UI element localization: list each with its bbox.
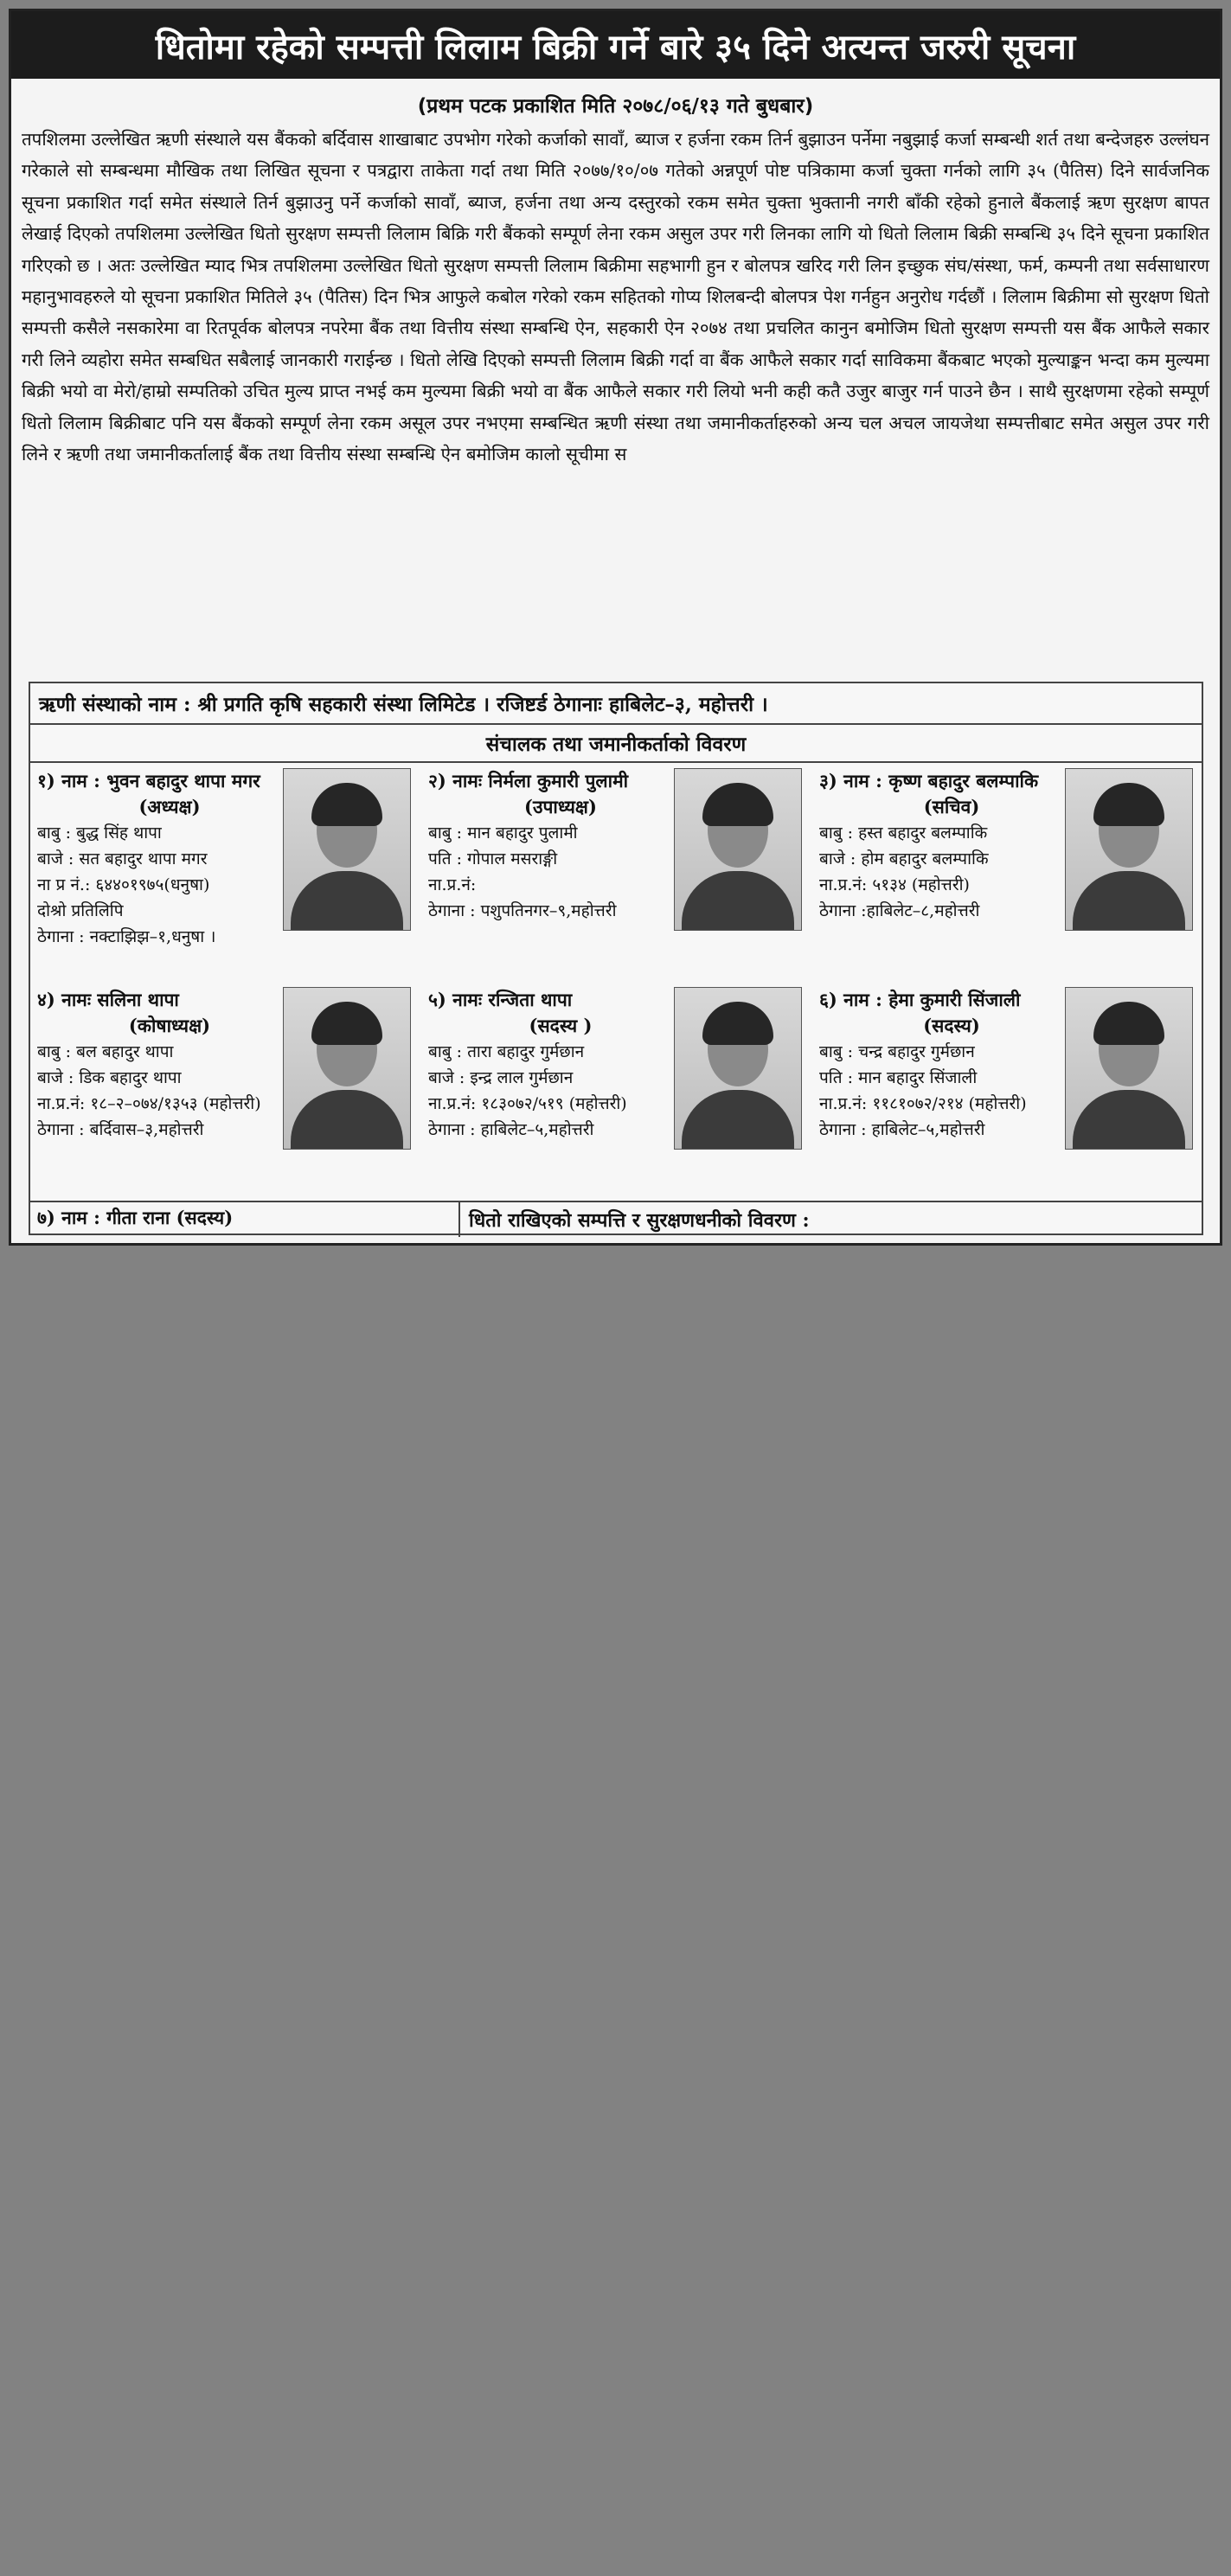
auction-notice xyxy=(9,9,1222,1246)
borrower-line: ऋणी संस्थाको नाम : श्री प्रगति कृषि सहकारी संस्था लिमिटेड । रजिष्टर्ड ठेगानाः हाबिलेट–३, महोत्तरी । xyxy=(30,683,1202,725)
person-detail: ठेगाना : हाबिलेट–५,महोत्तरी xyxy=(819,1120,985,1139)
person-detail: बाबु : तारा बहादुर गुर्मछान xyxy=(428,1042,585,1061)
person-detail: ठेगाना :हाबिलेट–८,महोत्तरी xyxy=(819,901,980,920)
person-photo xyxy=(283,987,411,1150)
person-role: (उपाध्यक्ष) xyxy=(524,796,597,817)
person-detail: बाजे : होम बहादुर बलम्पाकि xyxy=(819,849,989,868)
notice-title: धितोमा रहेको सम्पत्ती लिलाम बिक्री गर्ने बारे ३५ दिने अत्यन्त जरुरी सूचना xyxy=(11,11,1220,79)
person-detail: ठेगाना : बर्दिवास–३,महोत्तरी xyxy=(37,1120,204,1139)
person-name: २) नामः निर्मला कुमारी पुलामी xyxy=(428,770,629,791)
person-role: (कोषाध्यक्ष) xyxy=(128,1015,211,1036)
person-detail: ठेगाना : पशुपतिनगर–९,महोत्तरी xyxy=(428,901,617,920)
person-role: (अध्यक्ष) xyxy=(138,796,201,817)
person-card xyxy=(812,763,1203,998)
person-detail: बाबु : बल बहादुर थापा xyxy=(37,1042,174,1061)
person-role: (सचिव) xyxy=(923,796,980,817)
person-detail: ना.प्र.नं: १८३०७२/५१९ (महोत्तरी) xyxy=(428,1094,627,1113)
person-7-name: ७) नाम : गीता राना (सदस्य) xyxy=(37,1207,234,1228)
notice-subtitle: (प्रथम पटक प्रकाशित मिति २०७८/०६/१३ गते बुधबार) xyxy=(417,95,814,118)
person-detail: बाबु : चन्द्र बहादुर गुर्मछान xyxy=(819,1042,975,1061)
notice-body: तपशिलमा उल्लेखित ऋणी संस्थाले यस बैंकको बर्दिवास शाखाबाट उपभोग गरेको कर्जाको सावाँ, ब्याज र हर्जना रकम तिर्न बुझाउन पर्नेमा नबुझाई कर्जा सम्बन्धी शर्त तथा बन्देजहरु उल्लंघन गरेकाले सो सम्बन्धमा मौखिक तथा लिखित सूचना र पत्रद्वारा ताकेता गर्दा तथा मिति २०७७/१०/०७ गतेको अन्नपूर्ण पोष्ट पत्रिकामा कर्जा चुक्ता गर्नको लागि ३५ (पैतिस) दिने सार्वजनिक सूचना प्रकाशित गर्दा समेत संस्थाले तिर्न बुझाउनु पर्ने कर्जाको सावाँ, ब्याज, हर्जना तथा अन्य दस्तुरको रकम समेत चुक्ता भुक्तानी नगरी बाँकी रहेको हुनाले बैंकलाई ऋण सुरक्षण बापत लेखाई दिएको तपशिलमा उल्लेखित धितो सुरक्षण सम्पत्ती लिलाम बिक्रि गरी बैंकको सम्पूर्ण लेना रकम असुल उपर गरी लिनका लागि यो धितो लिलाम बिक्री सम्बन्धि ३५ दिने सूचना प्रकाशित गरिएको छ । अतः उल्लेखित म्याद भित्र तपशिलमा उल्लेखित धितो सुरक्षण सम्पत्ती लिलाम बिक्रीमा सहभागी हुन र बोलपत्र खरिद गरी लिन इच्छुक संघ/संस्था, फर्म, कम्पनी तथा सर्वसाधारण महानुभावहरुले यो सूचना प्रकाशित मितिले ३५ (पैतिस) दिन भित्र आफुले कबोल गरेको रकम सहितको गोप्य शिलबन्दी बोलपत्र पेश गर्नहुन अनुरोध गर्दछौं । लिलाम बिक्रीमा सो सुरक्षण धितो सम्पत्ती कसैले नसकारेमा वा रितपूर्वक बोलपत्र नपरेमा बैंक तथा वित्तीय संस्था सम्बन्धि ऐन, सहकारी ऐन २०७४ तथा प्रचलित कानुन बमोजिम धितो सुरक्षण सम्पत्ती यस बैंक आफैले सकार गरी लिने व्यहोरा समेत सम्बधित सबैलाई जानकारी गराईन्छ । धितो लेखि दिएको सम्पत्ती लिलाम बिक्री गर्दा वा बैंक आफैले सकार गर्दा साविकमा बैंकबाट भएको मुल्याङ्कन भन्दा कम मुल्यमा बिक्री भयो वा मेरो/हाम्रो सम्पतिको उचित मुल्य प्राप्त नभई कम मुल्यमा बिक्री भयो वा बैंक आफैले सकार गरी लियो भनी कही कतै उजुर बाजुर गर्न पाउने छैन । साथै सुरक्षणमा रहेको सम्पूर्ण धितो लिलाम बिक्रीबाट पनि यस बैंकको सम्पूर्ण लेना रकम असूल उपर नभएमा सम्बन्धित ऋणी संस्था तथा जमानीकर्ताहरुको अन्य चल अचल जायजेथा सम्पत्तीबाट समेत असुल उपर गरी लिने र ऋणी तथा जमानीकर्तालाई बैंक तथा वित्तीय संस्था सम्बन्धि ऐन बमोजिम कालो सूचीमा स xyxy=(22,129,1209,465)
person-detail: ठेगाना : नक्टाझिझ–१,धनुषा । xyxy=(37,927,216,946)
person-name: १) नाम : भुवन बहादुर थापा मगर xyxy=(37,770,260,791)
person-detail: पति : गोपाल मसराङ्गी xyxy=(428,849,558,868)
person-photo xyxy=(1065,987,1193,1150)
person-name: ४) नामः सलिना थापा xyxy=(37,989,179,1010)
person-detail: बाबु : हस्त बहादुर बलम्पाकि xyxy=(819,823,988,843)
person-card xyxy=(30,763,421,998)
person-detail: बाजे : डिक बहादुर थापा xyxy=(37,1068,182,1087)
person-card xyxy=(812,982,1203,1198)
borrower-info-box xyxy=(29,682,1203,1235)
person-detail: बाबु : बुद्ध सिंह थापा xyxy=(37,823,162,843)
person-photo xyxy=(283,768,411,931)
person-detail: बाजे : सत बहादुर थापा मगर xyxy=(37,849,208,868)
person-detail: ना प्र नं.: ६४४०१९७५(धनुषा) xyxy=(37,875,210,894)
bottom-row xyxy=(30,1201,1202,1237)
person-detail: ना.प्र.नं: xyxy=(428,875,477,894)
person-detail: ना.प्र.नं: ५१३४ (महोत्तरी) xyxy=(819,875,970,894)
person-photo xyxy=(1065,768,1193,931)
section-title: संचालक तथा जमानीकर्ताको विवरण xyxy=(30,725,1202,763)
person-detail: ना.प्र.नं: ११८१०७२/२१४ (महोत्तरी) xyxy=(819,1094,1027,1113)
person-name: ५) नामः रन्जिता थापा xyxy=(428,989,573,1010)
person-detail: बाबु : मान बहादुर पुलामी xyxy=(428,823,578,843)
person-detail: बाजे : इन्द्र लाल गुर्मछान xyxy=(428,1068,574,1087)
person-role: (सदस्य) xyxy=(923,1015,980,1036)
person-photo xyxy=(674,987,802,1150)
person-detail: ना.प्र.नं: १८–२–०७४/१३५३ (महोत्तरी) xyxy=(37,1094,261,1113)
collateral-title: धितो राखिएको सम्पत्ति र सुरक्षणधनीको विवरण : xyxy=(458,1202,1202,1237)
person-card xyxy=(421,982,812,1198)
person-name: ६) नाम : हेमा कुमारी सिंजाली xyxy=(819,989,1021,1010)
person-detail: पति : मान बहादुर सिंजाली xyxy=(819,1068,978,1087)
person-detail: दोश्रो प्रतिलिपि xyxy=(37,901,124,920)
person-photo xyxy=(674,768,802,931)
person-card xyxy=(421,763,812,998)
person-detail: ठेगाना : हाबिलेट–५,महोत्तरी xyxy=(428,1120,594,1139)
person-card xyxy=(30,982,421,1198)
person-name: ३) नाम : कृष्ण बहादुर बलम्पाकि xyxy=(819,770,1039,791)
person-role: (सदस्य ) xyxy=(529,1015,593,1036)
